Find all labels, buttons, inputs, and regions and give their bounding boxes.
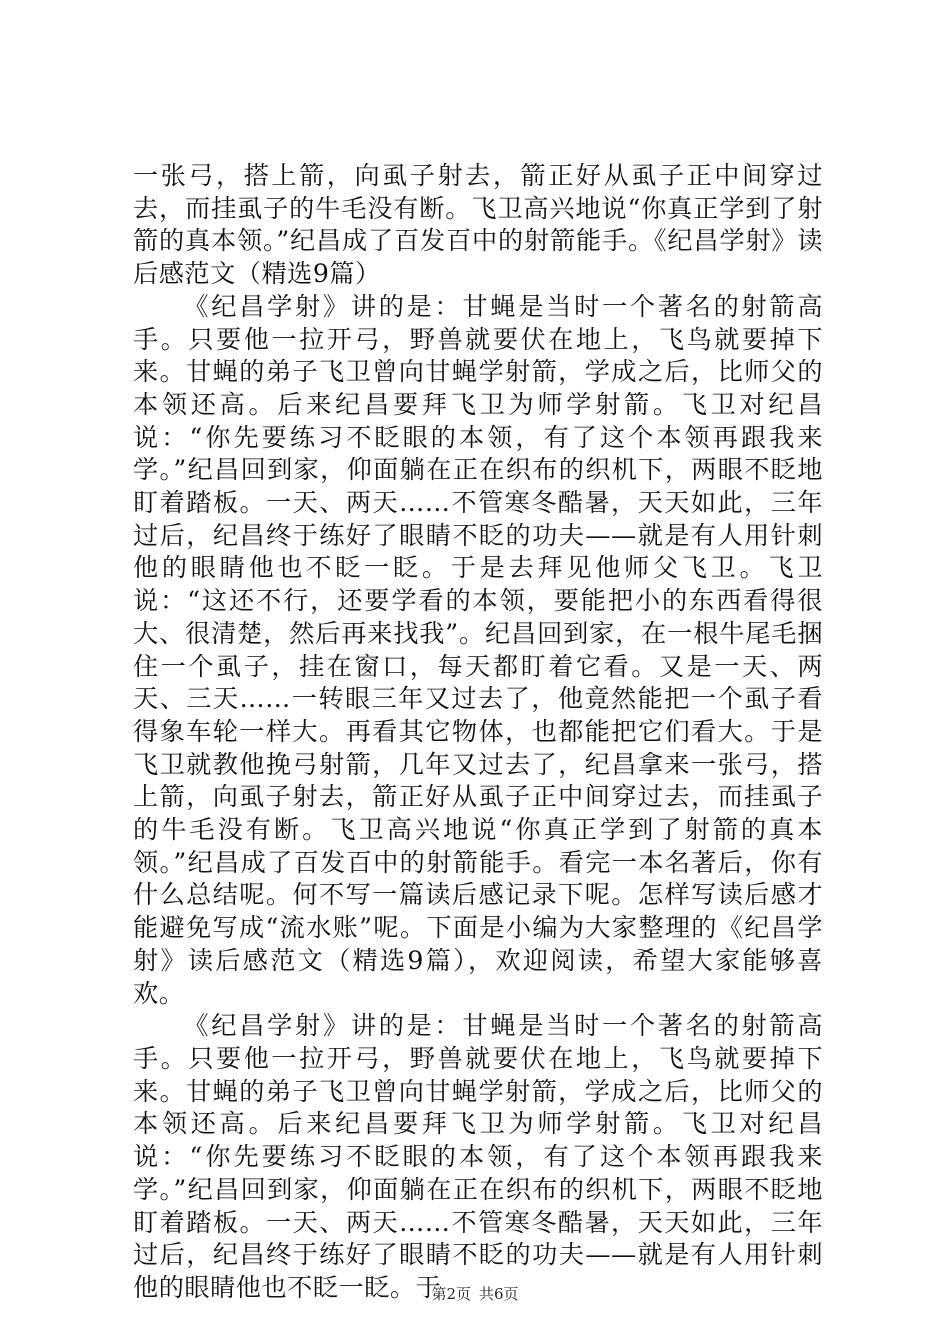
page-number: 第2页 xyxy=(431,1285,471,1303)
page-footer xyxy=(0,1284,950,1304)
paragraph-story: 《纪昌学射》讲的是：甘蝇是当时一个著名的射箭高手。只要他一拉开弓，野兽就要伏在地上，飞鸟就要掉下来。甘蝇的弟子飞卫曾向甘蝇学射箭，学成之后，比师父的本领还高。后来纪昌要拜飞卫为师学射箭。飞卫对纪昌说：“你先要练习不眨眼的本领，有了这个本领再跟我来学。”纪昌回到家，仰面躺在正在织布的织机下，两眼不眨地盯着踏板。一天、两天……不管寒冬酷暑，天天如此，三年过后，纪昌终于练好了眼睛不眨的功夫——就是有人用针刺他的眼睛他也不眨一眨。于是去拜见他师父飞卫。飞卫说：“这还不行，还要学看的本领，要能把小的东西看得很大、很清楚，然后再来找我”。纪昌回到家，在一根牛尾毛捆住一个虱子，挂在窗口，每天都盯着它看。又是一天、两天、三天……一转眼三年又过去了，他竟然能把一个虱子看得象车轮一样大。再看其它物体，也都能把它们看大。于是飞卫就教他挽弓射箭，几年又过去了，纪昌拿来一张弓，搭上箭，向虱子射去，箭正好从虱子正中间穿过去，而挂虱子的牛毛没有断。飞卫高兴地说“你真正学到了射箭的真本领。”纪昌成了百发百中的射箭能手。看完一本名著后，你有什么总结呢。何不写一篇读后感记录下呢。怎样写读后感才能避免写成“流水账”呢。下面是小编为大家整理的《纪昌学射》读后感范文（精选9篇），欢迎阅读，希望大家能够喜欢。 xyxy=(133,291,823,1008)
document-body xyxy=(133,160,823,1305)
paragraph-story-repeat: 《纪昌学射》讲的是：甘蝇是当时一个著名的射箭高手。只要他一拉开弓，野兽就要伏在地上，飞鸟就要掉下来。甘蝇的弟子飞卫曾向甘蝇学射箭，学成之后，比师父的本领还高。后来纪昌要拜飞卫为师学射箭。飞卫对纪昌说：“你先要练习不眨眼的本领，有了这个本领再跟我来学。”纪昌回到家，仰面躺在正在织布的织机下，两眼不眨地盯着踏板。一天、两天……不管寒冬酷暑，天天如此，三年过后，纪昌终于练好了眼睛不眨的功夫——就是有人用针刺他的眼睛他也不眨一眨。于 xyxy=(133,1011,823,1302)
paragraph-continued: 一张弓，搭上箭，向虱子射去，箭正好从虱子正中间穿过去，而挂虱子的牛毛没有断。飞卫高兴地说“你真正学到了射箭的真本领。”纪昌成了百发百中的射箭能手。《纪昌学射》读后感范文（精选9篇） xyxy=(133,161,823,289)
page-total: 共6页 xyxy=(479,1285,519,1303)
